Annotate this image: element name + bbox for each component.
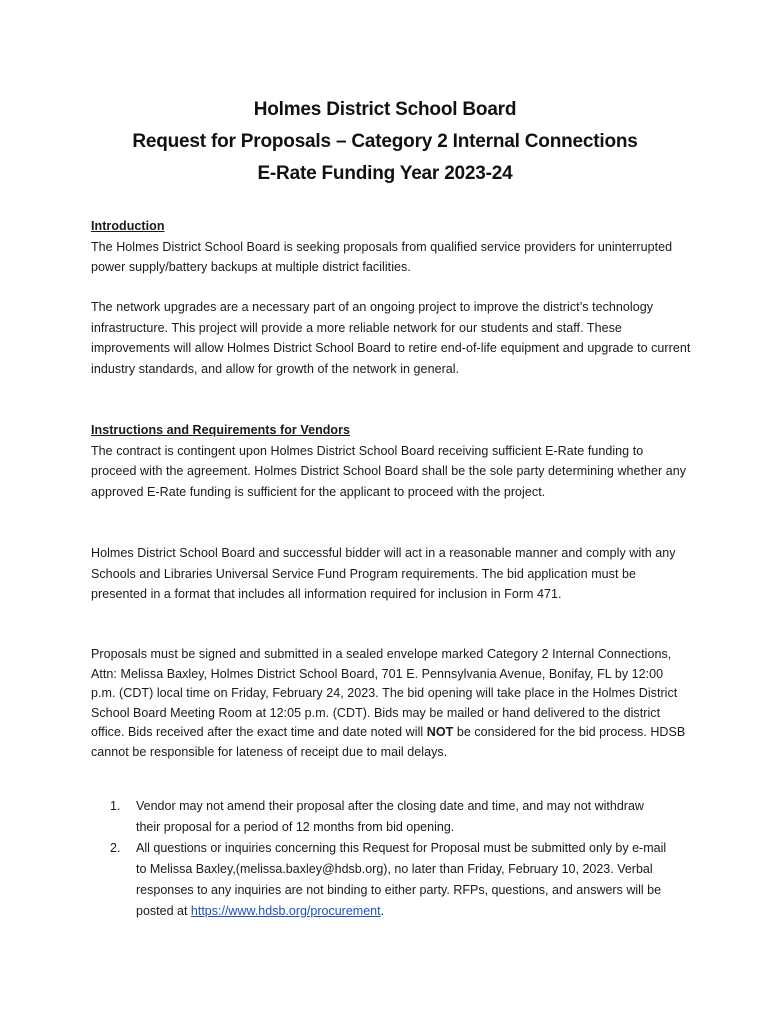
introduction-paragraph-2-block — [91, 297, 691, 379]
paragraph-3-bold-not: NOT — [426, 725, 454, 740]
list-item-number: 2. — [110, 841, 121, 855]
instructions-paragraph-3-block — [91, 645, 691, 763]
paragraph-3-text-end: be considered for the bid process. HDSB cannot be responsible for lateness of receipt due to mail delays. — [91, 725, 686, 759]
instructions-heading: Instructions and Requirements for Vendors — [91, 423, 351, 437]
list-item-text: All questions or inquiries concerning this Request for Proposal must be submitted only by e-mail to Melissa Baxley,(melissa.baxley@hdsb.org), no later than Friday, February 10, 2023. Verbal responses to any inquiries are not binding to either party. RFPs, questions, and answers will be posted at — [136, 841, 667, 918]
title-line-3: E-Rate Funding Year 2023-24 — [257, 163, 513, 184]
title-line-2: Request for Proposals – Category 2 Internal Connections — [132, 131, 638, 152]
introduction-section — [91, 216, 691, 278]
procurement-link[interactable]: https://www.hdsb.org/procurement — [190, 904, 381, 918]
introduction-paragraph-2: The network upgrades are a necessary part of an ongoing project to improve the district’s technology infrastructure. This project will provide a more reliable network for our students and staff. These improvements will allow Holmes District School Board to retire end-of-life equipment and upgrade to current industry standards, and allow for growth of the network in general. — [91, 300, 691, 376]
list-item — [110, 838, 670, 922]
introduction-paragraph-1: The Holmes District School Board is seeking proposals from qualified service providers for uninterrupted power supply/battery backups at multiple district facilities. — [91, 239, 673, 274]
list-item-number: 1. — [110, 799, 121, 813]
list-item — [110, 796, 670, 838]
instructions-paragraph-1: The contract is contingent upon Holmes District School Board receiving sufficient E-Rate funding to proceed with the agreement. Holmes District School Board shall be the sole party determining whether any approved E-Rate funding is sufficient for the applicant to proceed with the project. — [91, 443, 687, 499]
instructions-section — [91, 420, 691, 502]
document-title — [0, 94, 770, 190]
paragraph-3-text-start: Proposals must be signed and submitted in a sealed envelope marked Category 2 Internal Connections, Attn: Melissa Baxley, Holmes District School Board, 701 E. Pennsylvania Avenue, Bonifay, FL by 12:00 p.m. (CDT) local time on Friday, February 24, 2023. The bid opening will take place in the Holmes District School Board Meeting Room at 12:05 p.m. (CDT). Bids may be mailed or hand delivered to the district office. Bids received after the exact time and date noted will — [91, 647, 678, 740]
instructions-paragraph-2: Holmes District School Board and successful bidder will act in a reasonable manner and comply with any Schools and Libraries Universal Service Fund Program requirements. The bid application must be presented in a format that includes all information required for inclusion in Form 471. — [91, 546, 676, 601]
list-item-end: . — [380, 904, 385, 918]
title-line-1: Holmes District School Board — [253, 99, 517, 120]
instructions-paragraph-2-block — [91, 543, 691, 605]
list-item-text: Vendor may not amend their proposal after the closing date and time, and may not withdraw their proposal for a period of 12 months from bid opening. — [136, 799, 644, 834]
instructions-paragraph-3 — [91, 645, 691, 763]
introduction-heading: Introduction — [91, 219, 165, 233]
requirements-list — [110, 796, 670, 922]
